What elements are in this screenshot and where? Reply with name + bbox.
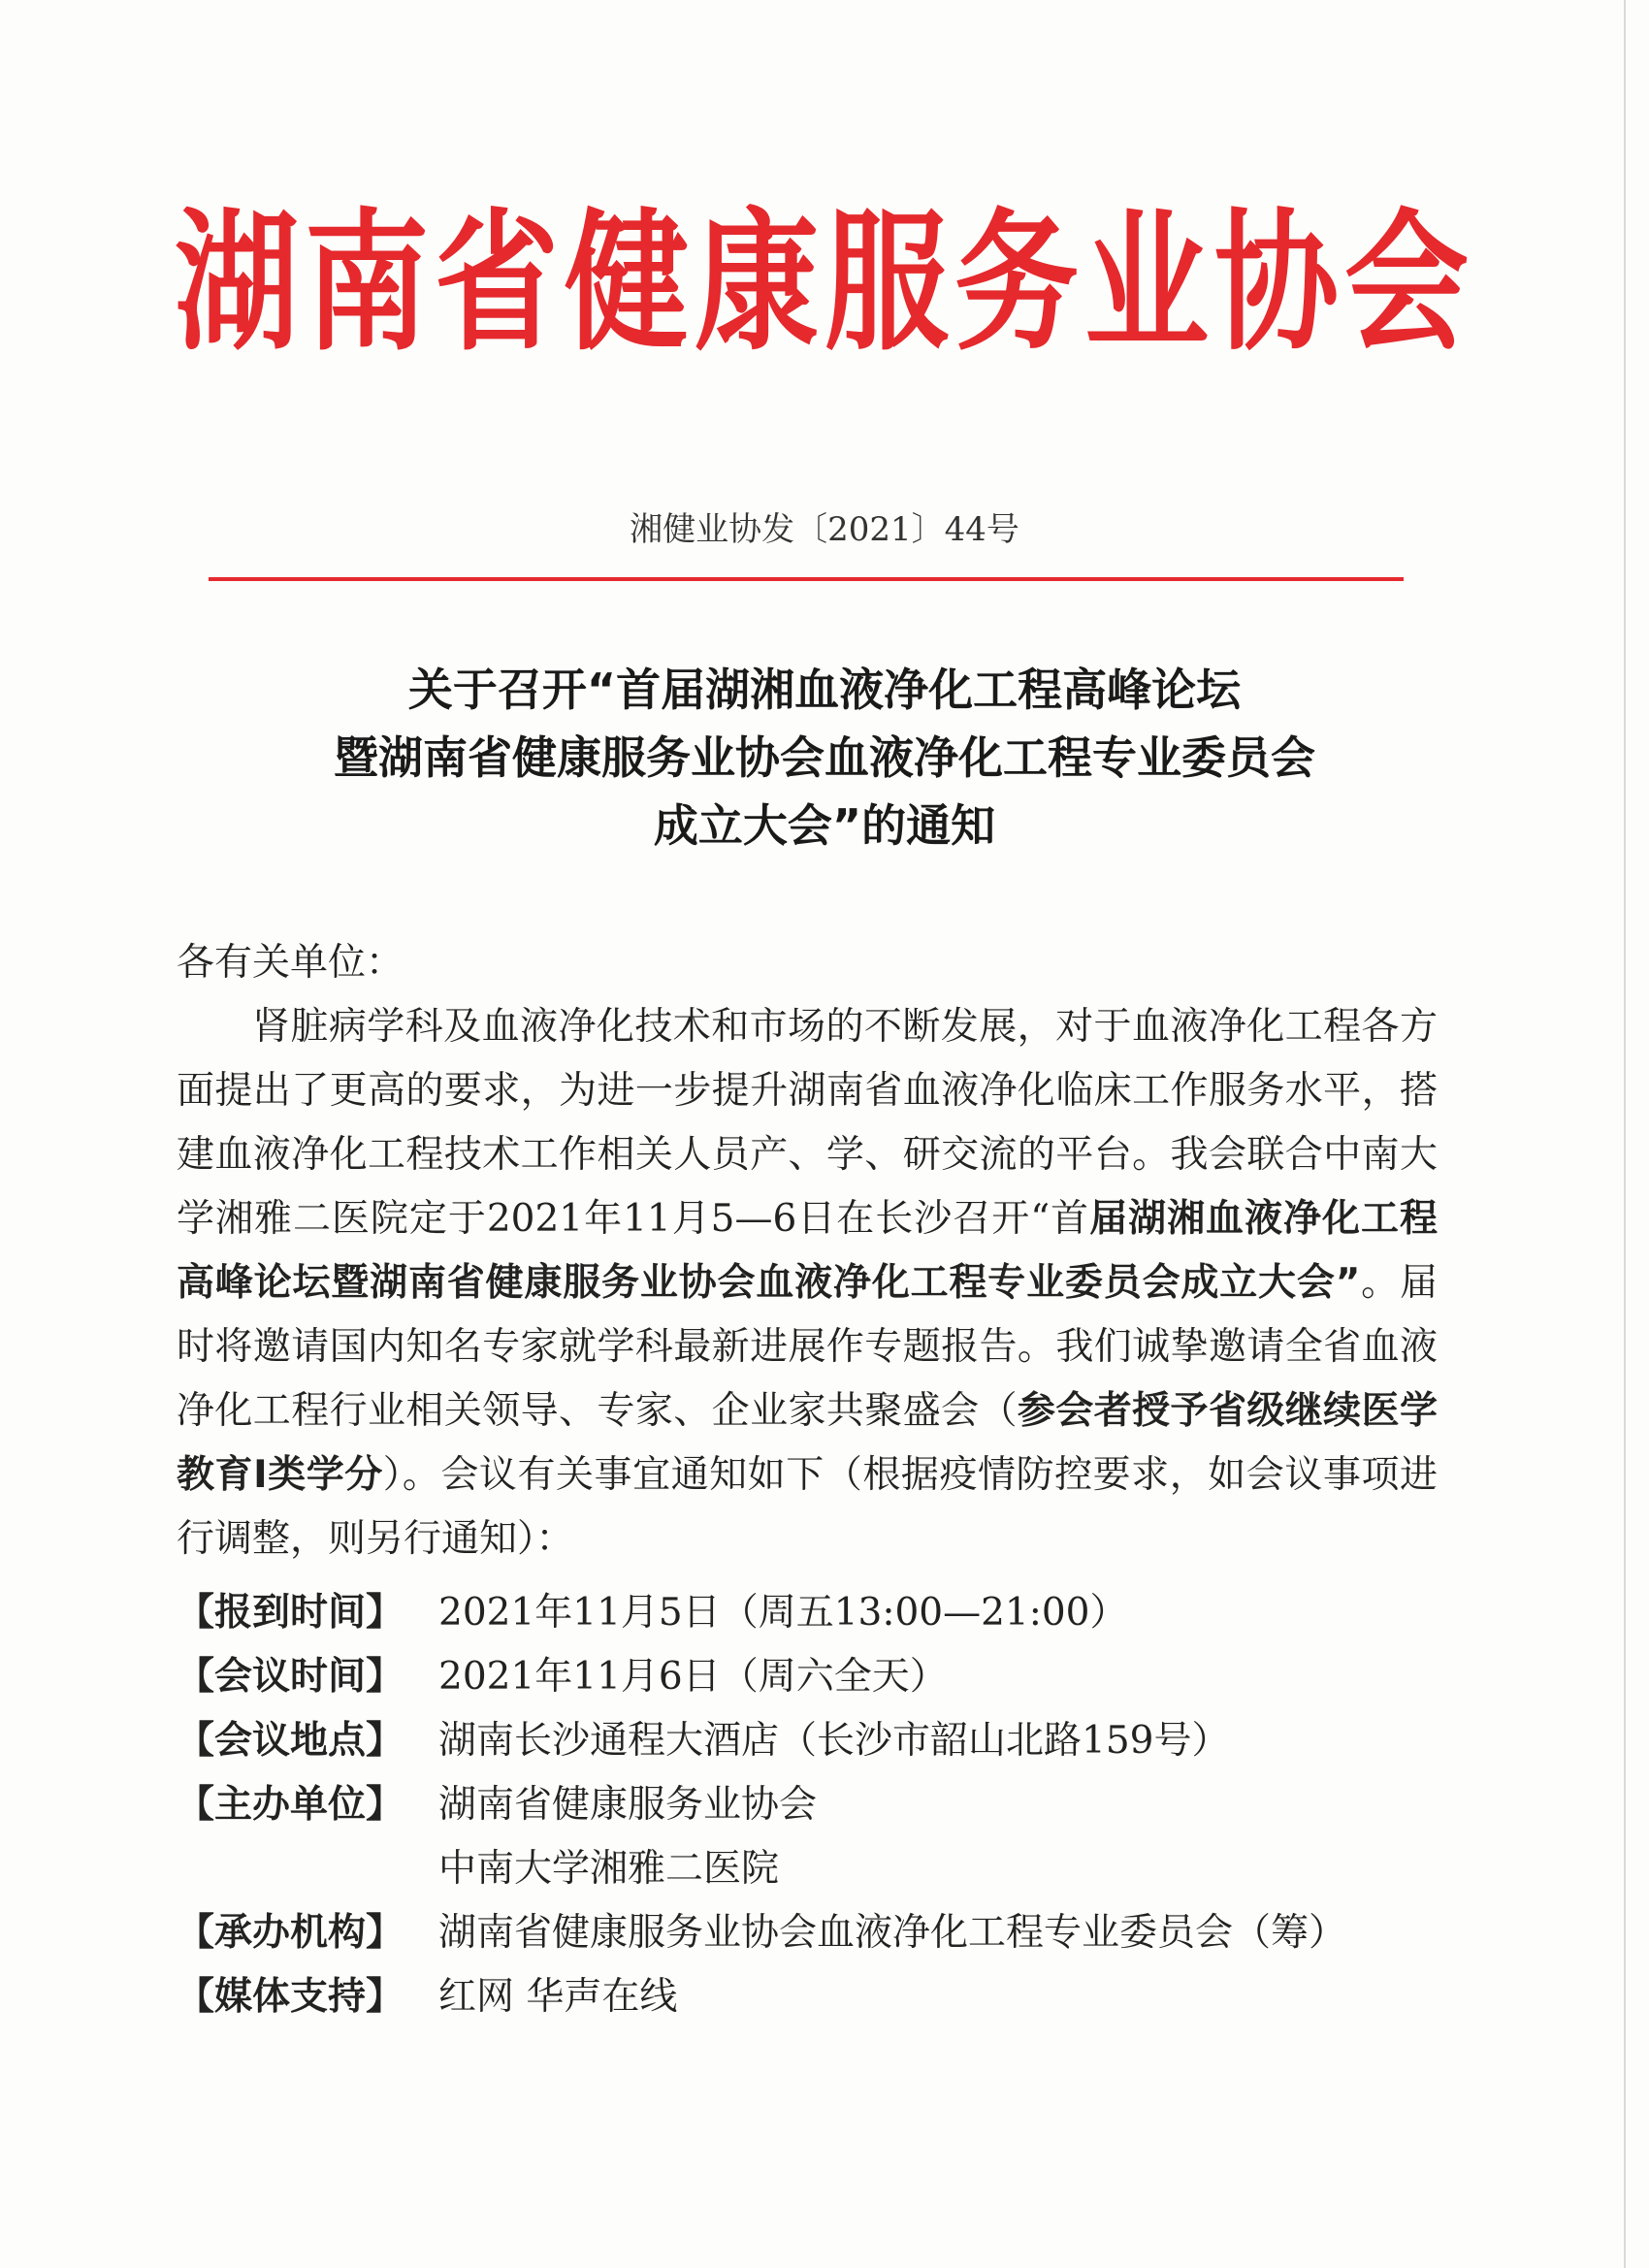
body-paragraph xyxy=(177,995,1438,1571)
info-label: 【会议地点】 xyxy=(177,1719,404,1763)
info-meeting-time xyxy=(177,1645,948,1709)
body-text-2: 。届时将邀请国内知名专家就学科最新进展作专题报告。我们诚挚邀请全省血液净化工程行业相关领导、专家、企业家共聚盛会（ xyxy=(177,1261,1438,1433)
notice-title-line-2: 暨湖南省健康服务业协会血液净化工程专业委员会 xyxy=(334,731,1315,784)
body-text-bold-2: 参会者授予省级继续医学教育Ⅰ类学分 xyxy=(177,1389,1438,1497)
notice-title-line-1: 关于召开“首届湖湘血液净化工程高峰论坛 xyxy=(407,664,1242,716)
info-value: 湖南省健康服务业协会 xyxy=(438,1783,818,1827)
info-value: 湖南省健康服务业协会血液净化工程专业委员会（筹） xyxy=(438,1911,1347,1955)
info-value: 湖南长沙通程大酒店（长沙市韶山北路159号） xyxy=(438,1719,1230,1763)
body-text-1: 肾脏病学科及血液净化技术和市场的不断发展，对于血液净化工程各方面提出了更高的要求，为进一步提升湖南省血液净化临床工作服务水平，搭建血液净化工程技术工作相关人员产、学、研交流的平台。我会联合中南大学湘雅二医院定于2021年11月5—6日在长沙召开“首 xyxy=(177,1005,1438,1241)
red-divider xyxy=(209,577,1404,581)
info-value: 2021年11月5日（周五13:00—21:00） xyxy=(438,1591,1128,1635)
info-label: 【承办机构】 xyxy=(177,1911,404,1955)
info-label: 【报到时间】 xyxy=(177,1591,404,1635)
info-label: 【媒体支持】 xyxy=(177,1975,404,2019)
info-value: 2021年11月6日（周六全天） xyxy=(438,1655,948,1699)
info-value: 红网 华声在线 xyxy=(438,1975,678,2019)
info-venue xyxy=(177,1709,1229,1773)
info-organizer xyxy=(177,1901,1346,1965)
info-checkin xyxy=(177,1581,1127,1645)
body-text-3: ）。会议有关事宜通知如下（根据疫情防控要求，如会议事项进行调整，则另行通知）： xyxy=(177,1453,1438,1561)
info-host xyxy=(177,1773,817,1837)
info-host-second xyxy=(438,1837,779,1901)
org-letterhead: 湖南省健康服务业协会 xyxy=(174,195,1474,373)
info-value: 中南大学湘雅二医院 xyxy=(438,1847,780,1891)
body-text-bold-1: 届湖湘血液净化工程高峰论坛暨湖南省健康服务业协会血液净化工程专业委员会成立大会” xyxy=(177,1197,1438,1305)
notice-title-line-3: 成立大会”的通知 xyxy=(653,799,996,852)
greeting: 各有关单位： xyxy=(177,941,404,985)
info-label: 【会议时间】 xyxy=(177,1655,404,1699)
info-label: 【主办单位】 xyxy=(177,1783,404,1827)
info-media xyxy=(177,1965,677,2029)
document-number: 湘健业协发〔2021〕44号 xyxy=(630,510,1019,549)
